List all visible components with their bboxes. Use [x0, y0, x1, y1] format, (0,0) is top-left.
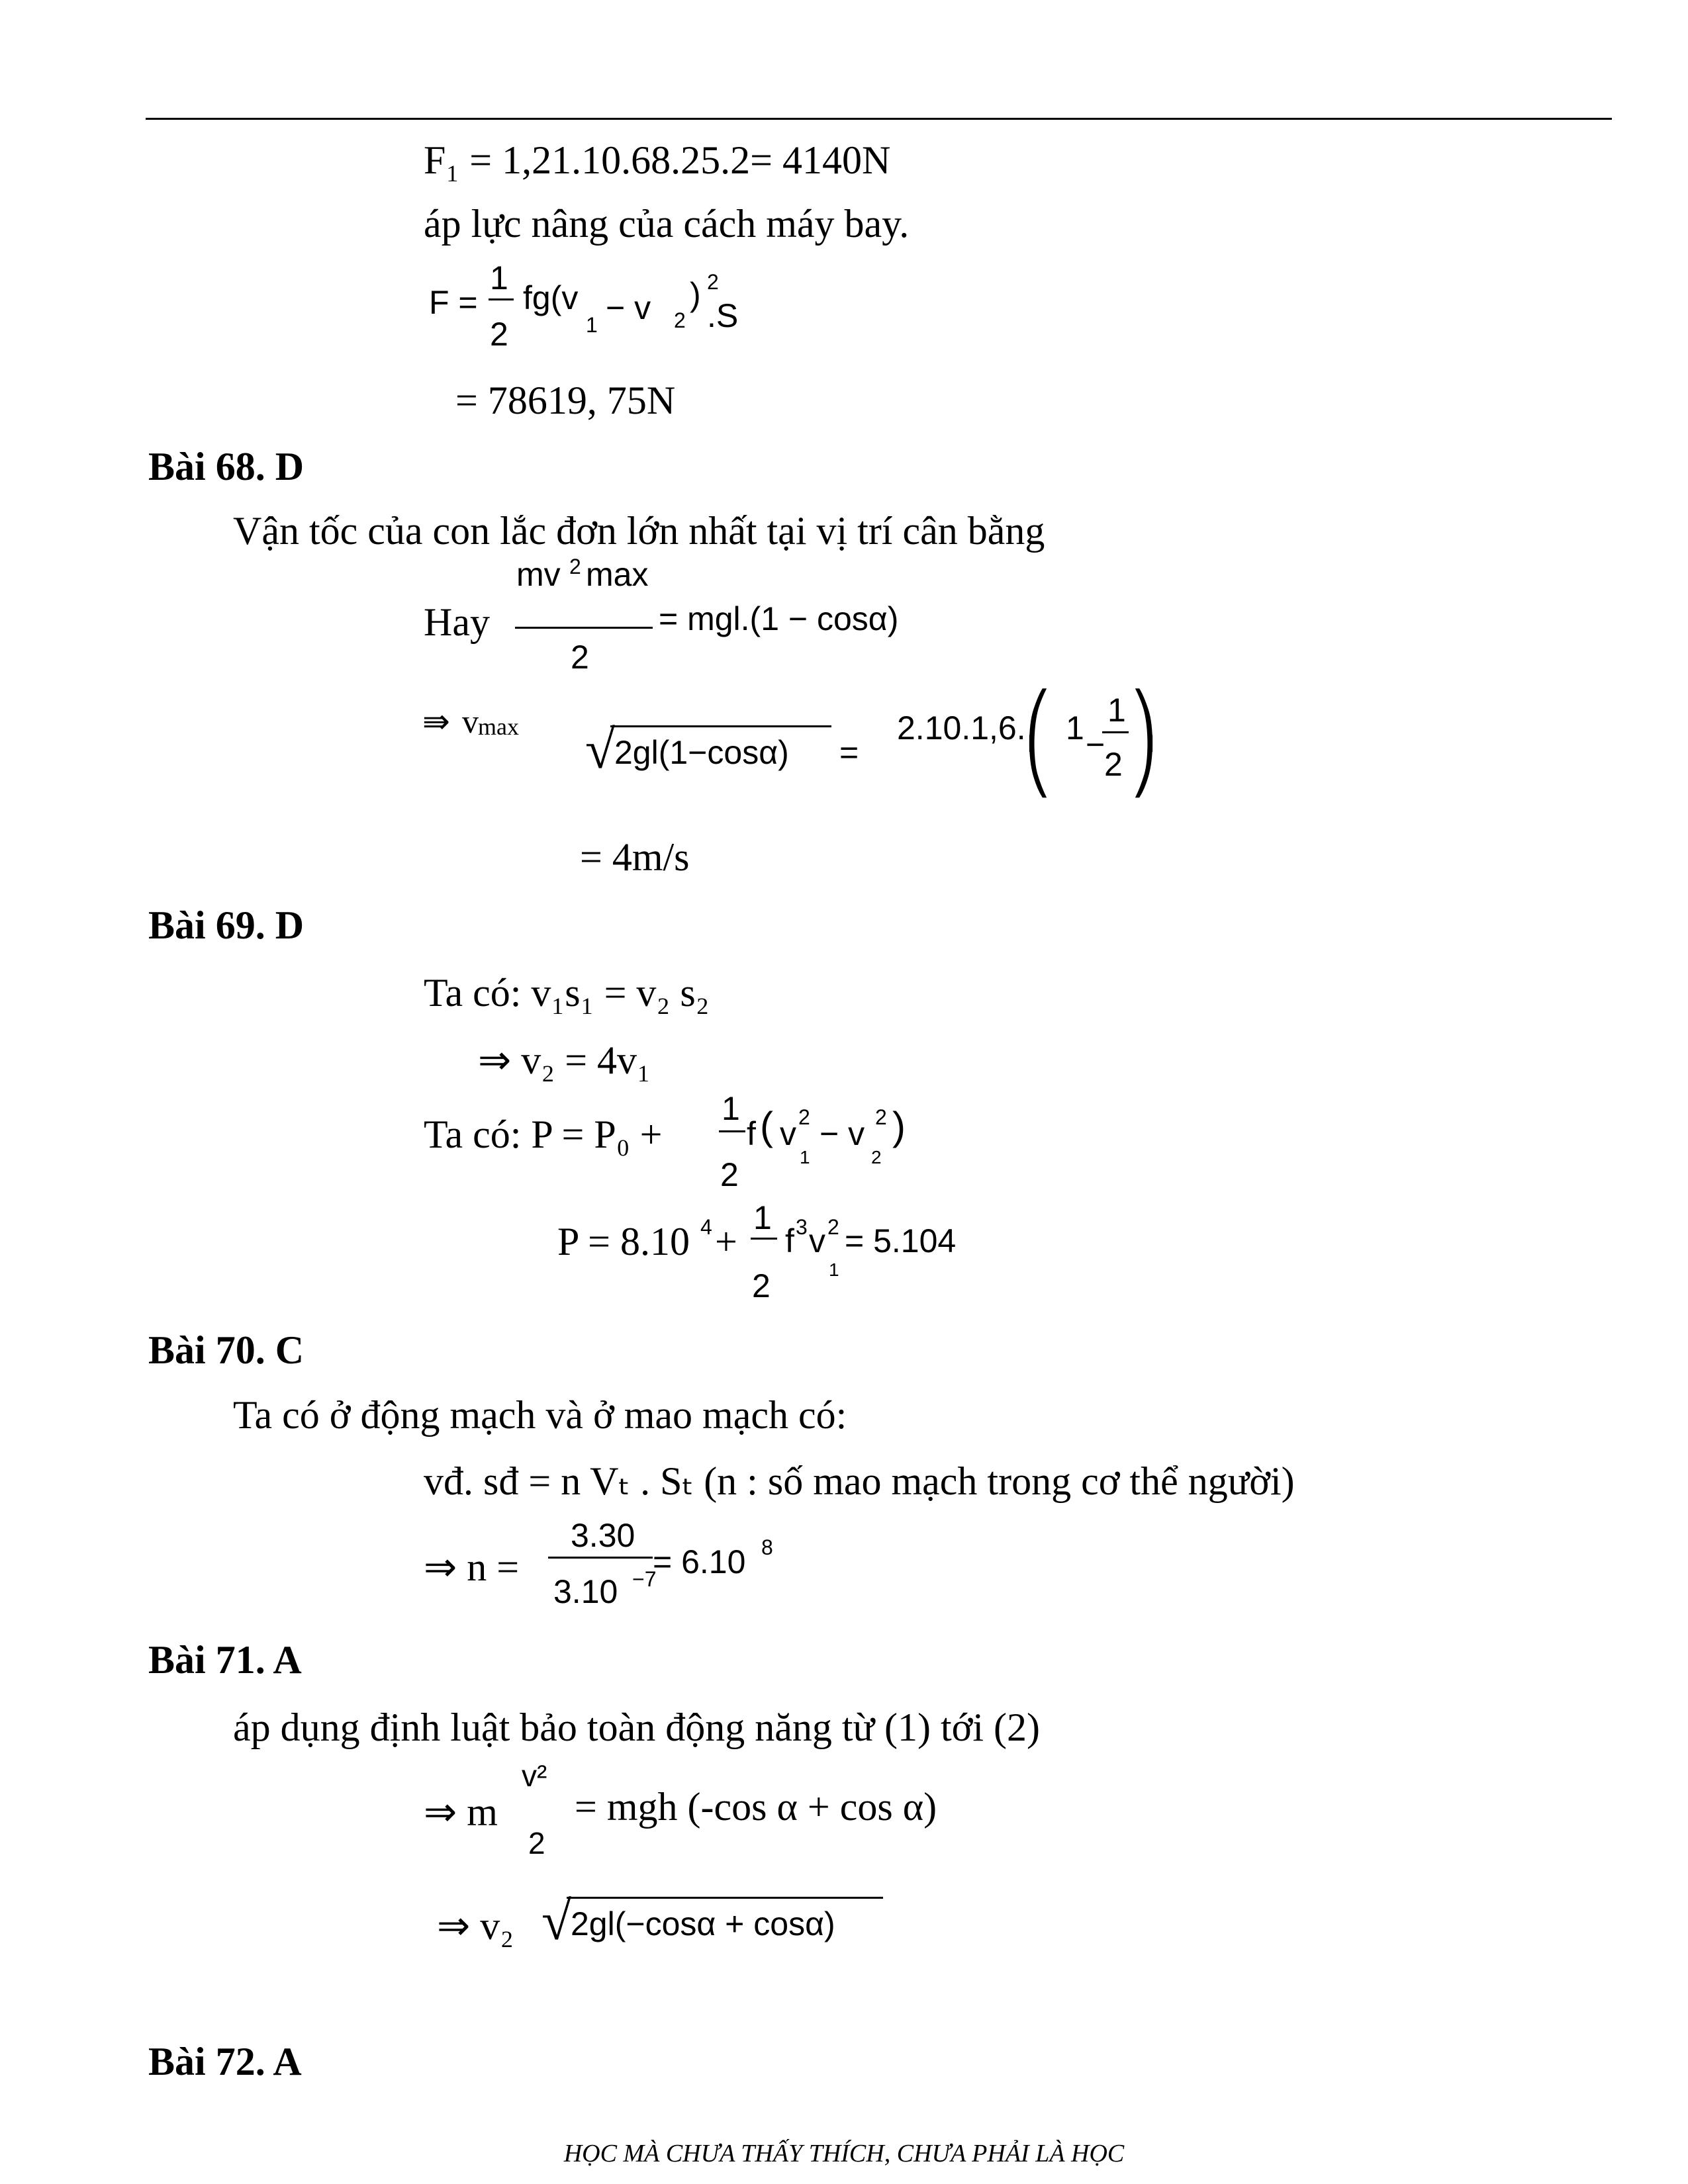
bai68-paren-left-top: ⎛	[1025, 692, 1051, 751]
bai70-frac-bar	[548, 1557, 653, 1559]
bai69-frac-bar	[719, 1130, 745, 1132]
bai69-line1: Ta có: v₁s₁ = v₂ s₂	[424, 971, 710, 1015]
bai71-sqrt-bar	[567, 1897, 883, 1899]
bai70-line3-pre: ⇒ n =	[424, 1545, 520, 1589]
bai70-line2: vđ. sđ = n Vₜ . Sₜ (n : số mao mạch trong cơ thể người)	[424, 1459, 1295, 1503]
header-rule	[146, 118, 1612, 120]
formula-numerator: 1	[490, 259, 508, 296]
bai68-den: 2	[571, 639, 589, 676]
bai68-hay: Hay	[424, 600, 490, 644]
bai68-sqrt-sign: √	[585, 719, 616, 780]
bai69-line4-v: v	[809, 1222, 825, 1259]
bai68-fraction-bar	[515, 627, 653, 629]
bai70-num: 3.30	[571, 1517, 635, 1554]
bai68-paren-frac-bar	[1102, 731, 1129, 733]
bai68-paren-one: 1	[1066, 709, 1084, 747]
formula-fraction-bar	[489, 298, 514, 300]
formula-sub1: 1	[586, 313, 598, 337]
bai68-equals: =	[839, 734, 859, 771]
bai69-line4-plus: +	[715, 1220, 737, 1263]
bai69-v1-sub: 1	[800, 1147, 810, 1167]
f1-line: F₁ = 1,21.10.68.25.2= 4140N	[424, 138, 891, 182]
bai68-vmax-v: v	[462, 703, 479, 740]
lift-text: áp lực nâng của cách máy bay.	[424, 202, 910, 246]
bai68-sqrt-body: 2gl(1−cosα)	[614, 734, 789, 771]
bai68-paren-right-top: ⎞	[1131, 692, 1157, 751]
bai69-frac-num: 1	[722, 1090, 740, 1127]
formula-body: fg(v	[523, 279, 579, 316]
bai69-frac-den: 2	[720, 1156, 739, 1193]
bai68-paren-left-bot: ⎝	[1025, 739, 1051, 797]
bai69-line4-vsub: 1	[829, 1259, 839, 1280]
bai69-minus: − v	[820, 1115, 865, 1152]
bai72-heading: Bài 72. A	[148, 2040, 302, 2083]
formula-sub2: 2	[674, 308, 686, 332]
bai71-line2-pre: ⇒ m	[424, 1790, 498, 1834]
bai71-line1: áp dụng định luật bảo toàn động năng từ (1) tới (2)	[233, 1706, 1041, 1749]
bai71-sqrt-body: 2gl(−cosα + cosα)	[571, 1905, 835, 1942]
formula-tail: .S	[707, 297, 739, 334]
bai69-v2-sup: 2	[875, 1105, 887, 1129]
bai69-heading: Bài 69. D	[148, 903, 305, 947]
bai70-rhs: = 6.10	[653, 1543, 746, 1580]
formula-denominator: 2	[490, 316, 508, 353]
bai69-line4-sup: 4	[700, 1215, 712, 1239]
bai69-line4-f: f	[785, 1222, 794, 1259]
bai71-sqrt-sign: √	[541, 1891, 572, 1951]
bai71-line3-pre: ⇒ v₂	[437, 1904, 514, 1948]
bai68-result: = 4m/s	[580, 835, 690, 879]
bai69-line4-frac-bar	[751, 1238, 777, 1240]
bai68-paren-num: 1	[1107, 692, 1126, 729]
bai68-heading: Bài 68. D	[148, 445, 305, 488]
bai69-close-paren: )	[892, 1104, 906, 1148]
bai69-v2-sub: 2	[871, 1147, 882, 1167]
bai70-den-sup: −7	[632, 1567, 657, 1591]
bai68-num-tail: max	[586, 556, 649, 593]
bai69-line4-num: 1	[753, 1199, 772, 1236]
bai70-heading: Bài 70. C	[148, 1328, 305, 1372]
bai69-open-paren: (	[760, 1104, 773, 1148]
bai68-num-sup: 2	[569, 555, 581, 578]
lift-result: = 78619, 75N	[455, 379, 676, 422]
bai70-rhs-sup: 8	[761, 1535, 773, 1559]
bai69-f: f	[747, 1115, 756, 1152]
bai71-line2-rhs: = mgh (-cos α + cos α)	[575, 1785, 937, 1829]
bai69-v1: v	[780, 1115, 796, 1152]
bai68-num: mv	[516, 556, 561, 593]
bai69-line4-vsup: 2	[827, 1215, 839, 1239]
bai68-arrow: ⇛	[422, 703, 450, 740]
bai70-line1: Ta có ở động mạch và ở mao mạch có:	[233, 1393, 847, 1437]
bai68-sqrt-bar	[610, 725, 831, 727]
bai69-line4-tail: = 5.104	[845, 1222, 957, 1259]
page-footer: HỌC MÀ CHƯA THẤY THÍCH, CHƯA PHẢI LÀ HỌC	[563, 2140, 1125, 2167]
bai68-num-expr: 2.10.1,6.	[897, 709, 1026, 747]
bai68-rhs: = mgl.(1 − cosα)	[659, 600, 899, 637]
bai69-line2: ⇒ v₂ = 4v₁	[478, 1038, 651, 1082]
bai69-line3-pre: Ta có: P = P₀ +	[424, 1113, 663, 1156]
bai68-text: Vận tốc của con lắc đơn lớn nhất tại vị trí cân bằng	[233, 509, 1045, 553]
formula-close-paren: )	[690, 276, 701, 313]
bai68-paren-minus: −	[1086, 726, 1105, 763]
formula-sup: 2	[707, 270, 719, 294]
formula-minus: − v	[606, 289, 651, 326]
bai69-line4-fsup: 3	[796, 1215, 808, 1239]
bai70-den: 3.10	[553, 1573, 618, 1610]
bai71-frac-num: v²	[522, 1758, 547, 1793]
formula-lhs: F =	[429, 284, 478, 321]
bai69-line4-pre: P = 8.10	[557, 1220, 690, 1263]
bai69-line4-den: 2	[752, 1267, 771, 1304]
bai69-v1-sup: 2	[798, 1105, 810, 1129]
bai71-heading: Bài 71. A	[148, 1638, 302, 1682]
bai68-paren-den: 2	[1104, 746, 1123, 783]
bai71-frac-den: 2	[528, 1826, 545, 1860]
bai68-vmax-sub: max	[478, 713, 519, 740]
bai68-paren-right-bot: ⎠	[1131, 739, 1157, 797]
